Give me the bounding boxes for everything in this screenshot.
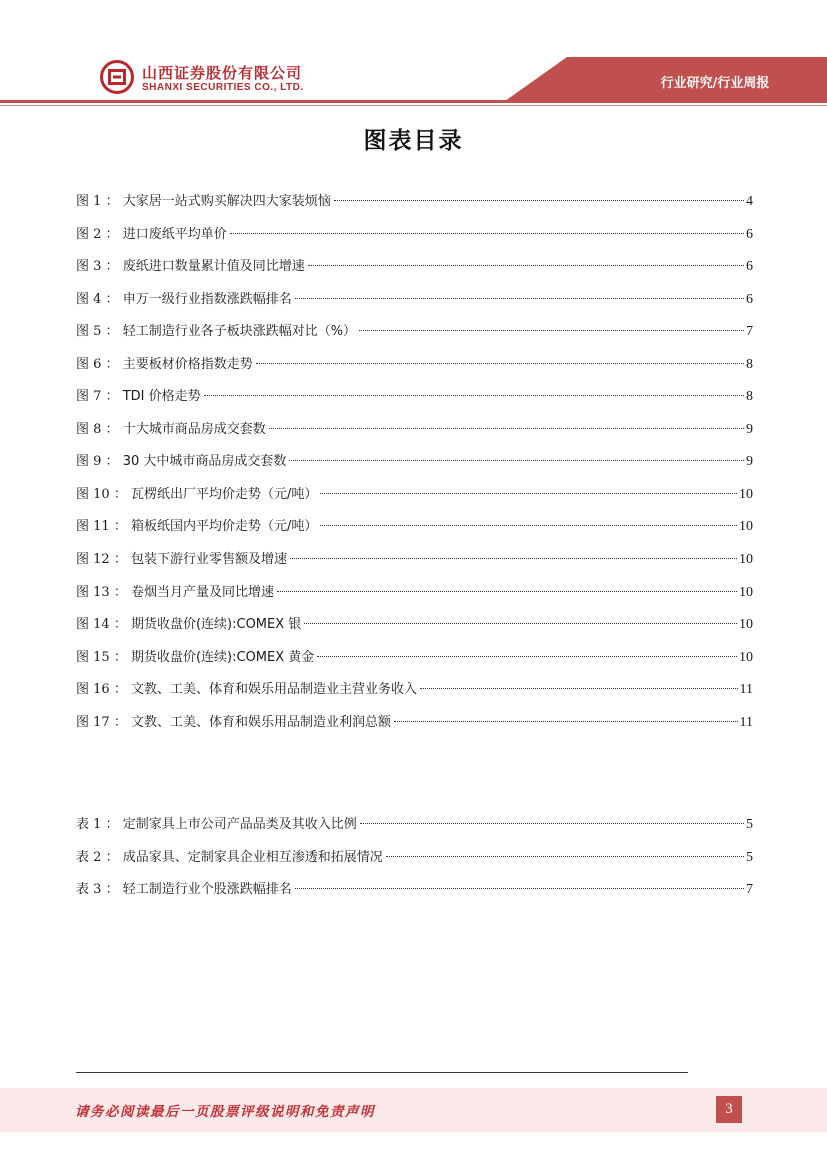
toc-entry-leader xyxy=(204,395,744,396)
toc-entry-label: 文教、工美、体育和娱乐用品制造业利润总额 xyxy=(130,714,391,730)
toc-entry-prefix: 图 xyxy=(76,682,90,698)
toc-entry-leader xyxy=(386,856,744,857)
toc-entry[interactable]: 表 2 ： 成品家具、定制家具企业相互渗透和拓展情况 5 xyxy=(76,848,753,881)
toc-entry-leader xyxy=(320,525,737,526)
toc-entry[interactable]: 图 12 ： 包装下游行业零售额及增速 10 xyxy=(76,550,753,583)
toc-entry-number: 1 xyxy=(93,817,102,832)
toc-entry-prefix: 图 xyxy=(76,226,90,242)
toc-entry-label: 十大城市商品房成交套数 xyxy=(122,421,266,437)
toc-entry-number: 2 xyxy=(93,226,102,242)
toc-entry-page: 7 xyxy=(746,882,753,898)
toc-entry-page: 7 xyxy=(746,324,753,340)
toc-entry-prefix: 图 xyxy=(76,486,90,502)
toc-entry-number: 16 xyxy=(93,682,110,698)
toc-entry-number: 4 xyxy=(93,291,102,307)
toc-entry-number: 8 xyxy=(93,421,102,437)
toc-entry[interactable]: 图 1 ： 大家居一站式购买解决四大家装烦恼 4 xyxy=(76,192,753,225)
toc-entry-leader xyxy=(334,200,744,201)
toc-entry-number: 7 xyxy=(93,389,102,405)
page-header xyxy=(0,0,827,112)
toc-entry-page: 9 xyxy=(746,421,753,437)
toc-entry-page: 11 xyxy=(739,682,753,698)
toc-entry-number: 10 xyxy=(93,486,110,502)
toc-entry-leader xyxy=(359,330,744,331)
report-type: 行业研究/行业周报 xyxy=(660,76,770,91)
toc-entry[interactable]: 图 2 ： 进口废纸平均单价 6 xyxy=(76,225,753,258)
company-name-en: SHANXI SECURITIES CO., LTD. xyxy=(142,82,304,93)
toc-entry-prefix: 表 xyxy=(76,849,90,865)
toc-entry-label: 申万一级行业指数涨跌幅排名 xyxy=(122,291,292,307)
toc-entry-prefix: 图 xyxy=(76,584,90,600)
toc-entry[interactable]: 图 11 ： 箱板纸国内平均价走势（元/吨） 10 xyxy=(76,517,753,550)
toc-entry-label: 轻工制造行业个股涨跌幅排名 xyxy=(122,882,292,898)
toc-entry-leader xyxy=(308,265,744,266)
toc-entry-number: 9 xyxy=(93,454,102,470)
toc-entry-page: 5 xyxy=(746,849,753,865)
toc-entry-leader xyxy=(230,233,744,234)
toc-entry-prefix: 图 xyxy=(76,389,90,405)
toc-entry-page: 10 xyxy=(739,519,753,535)
toc-entry-number: 2 xyxy=(93,849,102,865)
company-name-cn: 山西证券股份有限公司 xyxy=(142,64,303,82)
toc-entry-number: 17 xyxy=(93,714,110,730)
toc-entry-leader xyxy=(394,721,738,722)
toc-entry-page: 10 xyxy=(739,486,753,502)
toc-entry[interactable]: 图 13 ： 卷烟当月产量及同比增速 10 xyxy=(76,583,753,616)
toc-entry-label: 30 大中城市商品房成交套数 xyxy=(122,454,287,470)
toc-entry-prefix: 图 xyxy=(76,194,90,209)
toc-entry-number: 12 xyxy=(93,552,110,568)
toc-entry-label: 定制家具上市公司产品品类及其收入比例 xyxy=(122,817,357,832)
footer-disclaimer: 请务必阅读最后一页股票评级说明和免责声明 xyxy=(75,1104,375,1120)
toc-entry-leader xyxy=(277,591,737,592)
header-divider-thin xyxy=(0,105,827,106)
toc-entry-number: 15 xyxy=(93,649,110,665)
toc-entry-page: 10 xyxy=(739,649,753,665)
toc-entry-number: 11 xyxy=(93,519,110,535)
toc-entry-prefix: 图 xyxy=(76,649,90,665)
toc-entry-leader xyxy=(295,888,744,889)
toc-entry-leader xyxy=(295,298,744,299)
toc-entry[interactable]: 图 14 ： 期货收盘价(连续):COMEX 银 10 xyxy=(76,615,753,648)
toc-entry-label: 大家居一站式购买解决四大家装烦恼 xyxy=(122,194,331,209)
toc-entry[interactable]: 图 6 ： 主要板材价格指数走势 8 xyxy=(76,355,753,388)
toc-entry-prefix: 图 xyxy=(76,617,90,633)
toc-entry-page: 10 xyxy=(739,552,753,568)
toc-entry-number: 1 xyxy=(93,194,102,209)
page-number: 3 xyxy=(716,1096,742,1123)
toc-entry-prefix: 图 xyxy=(76,421,90,437)
toc-entry-page: 8 xyxy=(746,356,753,372)
toc-entry-number: 14 xyxy=(93,617,110,633)
toc-entry[interactable]: 图 8 ： 十大城市商品房成交套数 9 xyxy=(76,420,753,453)
toc-entry-page: 6 xyxy=(746,226,753,242)
toc-entry-prefix: 表 xyxy=(76,882,90,898)
toc-entry-label: 文教、工美、体育和娱乐用品制造业主营业务收入 xyxy=(130,682,417,698)
toc-entry-page: 10 xyxy=(739,584,753,600)
toc-entry-page: 6 xyxy=(746,259,753,275)
toc-entry[interactable]: 图 5 ： 轻工制造行业各子板块涨跌幅对比（%） 7 xyxy=(76,322,753,355)
toc-entry-label: 废纸进口数量累计值及同比增速 xyxy=(122,259,305,275)
toc-entry-label: 主要板材价格指数走势 xyxy=(122,356,253,372)
toc-entry-leader xyxy=(317,656,737,657)
toc-entry-label: 进口废纸平均单价 xyxy=(122,226,227,242)
toc-entry-prefix: 图 xyxy=(76,356,90,372)
toc-entry-leader xyxy=(304,623,737,624)
toc-entry-page: 10 xyxy=(739,617,753,633)
toc-entry-label: 瓦楞纸出厂平均价走势（元/吨） xyxy=(130,486,318,502)
company-logo-icon xyxy=(100,60,134,94)
toc-entry-number: 13 xyxy=(93,584,110,600)
toc-entry-label: 轻工制造行业各子板块涨跌幅对比（%） xyxy=(122,324,357,340)
toc-entry[interactable]: 图 9 ： 30 大中城市商品房成交套数 9 xyxy=(76,452,753,485)
toc-entry-prefix: 图 xyxy=(76,454,90,470)
toc-entry-page: 4 xyxy=(746,194,753,209)
toc-entry[interactable]: 表 1 ： 定制家具上市公司产品品类及其收入比例 5 xyxy=(76,815,753,848)
toc-entry[interactable]: 表 3 ： 轻工制造行业个股涨跌幅排名 7 xyxy=(76,880,753,913)
toc-entry-prefix: 表 xyxy=(76,817,90,832)
toc-entry-leader xyxy=(289,460,744,461)
toc-entry-prefix: 图 xyxy=(76,552,90,568)
toc-entry-label: 期货收盘价(连续):COMEX 银 xyxy=(130,617,302,633)
toc-entry-label: 包装下游行业零售额及增速 xyxy=(130,552,287,568)
toc-entry-prefix: 图 xyxy=(76,324,90,340)
toc-entry[interactable]: 图 10 ： 瓦楞纸出厂平均价走势（元/吨） 10 xyxy=(76,485,753,518)
toc-entry-number: 3 xyxy=(93,882,102,898)
table-list xyxy=(76,815,753,913)
toc-entry-page: 11 xyxy=(739,714,753,730)
toc-entry-leader xyxy=(420,688,738,689)
toc-entry-label: 成品家具、定制家具企业相互渗透和拓展情况 xyxy=(122,849,383,865)
toc-entry-prefix: 图 xyxy=(76,291,90,307)
toc-entry[interactable]: 图 15 ： 期货收盘价(连续):COMEX 黄金 10 xyxy=(76,648,753,681)
toc-entry-leader xyxy=(269,428,744,429)
toc-entry-leader xyxy=(256,363,744,364)
toc-entry-prefix: 图 xyxy=(76,259,90,275)
toc-entry-page: 6 xyxy=(746,291,753,307)
toc-entry[interactable]: 图 3 ： 废纸进口数量累计值及同比增速 6 xyxy=(76,257,753,290)
footer-divider xyxy=(76,1072,688,1073)
toc-entry[interactable]: 图 7 ： TDI 价格走势 8 xyxy=(76,387,753,420)
toc-entry[interactable]: 图 4 ： 申万一级行业指数涨跌幅排名 6 xyxy=(76,290,753,323)
header-divider xyxy=(0,100,827,103)
toc-entry-label: 卷烟当月产量及同比增速 xyxy=(130,584,274,600)
toc-entry-leader xyxy=(320,493,737,494)
toc-entry-number: 6 xyxy=(93,356,102,372)
figure-list xyxy=(76,192,753,745)
toc-entry-prefix: 图 xyxy=(76,714,90,730)
toc-entry-number: 5 xyxy=(93,324,102,340)
toc-entry[interactable]: 图 16 ： 文教、工美、体育和娱乐用品制造业主营业务收入 11 xyxy=(76,680,753,713)
toc-entry-page: 8 xyxy=(746,389,753,405)
toc-entry-prefix: 图 xyxy=(76,519,90,535)
toc-entry[interactable]: 图 17 ： 文教、工美、体育和娱乐用品制造业利润总额 11 xyxy=(76,713,753,746)
toc-entry-leader xyxy=(360,823,744,824)
page-title: 图表目录 xyxy=(363,128,464,154)
toc-entry-page: 5 xyxy=(746,817,753,832)
toc-entry-label: 期货收盘价(连续):COMEX 黄金 xyxy=(130,649,315,665)
toc-entry-label: TDI 价格走势 xyxy=(122,389,201,405)
toc-entry-leader xyxy=(290,558,737,559)
toc-entry-number: 3 xyxy=(93,259,102,275)
toc-entry-page: 9 xyxy=(746,454,753,470)
toc-entry-label: 箱板纸国内平均价走势（元/吨） xyxy=(130,519,318,535)
